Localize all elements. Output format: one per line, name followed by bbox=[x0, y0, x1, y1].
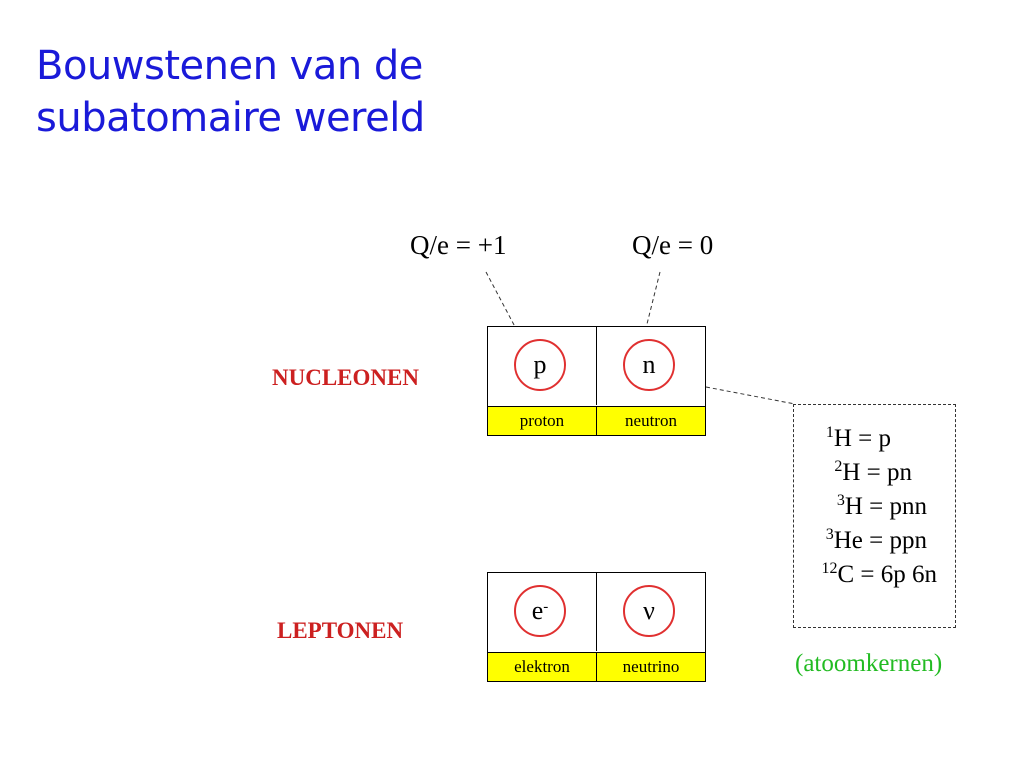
nucleus-he3: $^3$He = ppn bbox=[825, 526, 927, 554]
electron-symbol: e - bbox=[514, 585, 566, 637]
electron-cell bbox=[488, 573, 596, 651]
proton-symbol: p bbox=[514, 339, 566, 391]
proton-charge-label: Q/e = +1 bbox=[410, 230, 507, 260]
nuclei-box bbox=[793, 404, 956, 628]
nucleons-box bbox=[487, 326, 706, 436]
neutron-name: neutron bbox=[596, 406, 705, 435]
nucleus-h1: $^1$H = p bbox=[825, 424, 891, 452]
neutrino-cell bbox=[596, 573, 705, 651]
nucleus-c12: $^{12}$C = 6p 6n bbox=[821, 560, 937, 588]
nucleus-h2: $^2$H = pn bbox=[834, 458, 912, 486]
leptons-box bbox=[487, 572, 706, 682]
neutron-symbol: n bbox=[623, 339, 675, 391]
neutrino-symbol: ν bbox=[623, 585, 675, 637]
leptons-label: LEPTONEN bbox=[277, 618, 404, 643]
title-line-2: subatomaire wereld bbox=[36, 95, 425, 141]
neutron-charge-label: Q/e = 0 bbox=[632, 230, 714, 260]
electron-name: elektron bbox=[488, 652, 596, 681]
proton-name: proton bbox=[488, 406, 596, 435]
neutrino-name: neutrino bbox=[596, 652, 705, 681]
nuclei-connector bbox=[706, 387, 795, 404]
proton-cell bbox=[488, 327, 596, 405]
nuclei-caption: (atoomkernen) bbox=[795, 650, 943, 677]
title-line-1: Bouwstenen van de bbox=[36, 43, 423, 89]
neutron-cell bbox=[596, 327, 705, 405]
nucleons-label: NUCLEONEN bbox=[272, 365, 419, 390]
nucleus-h3: $^3$H = pnn bbox=[836, 492, 927, 520]
